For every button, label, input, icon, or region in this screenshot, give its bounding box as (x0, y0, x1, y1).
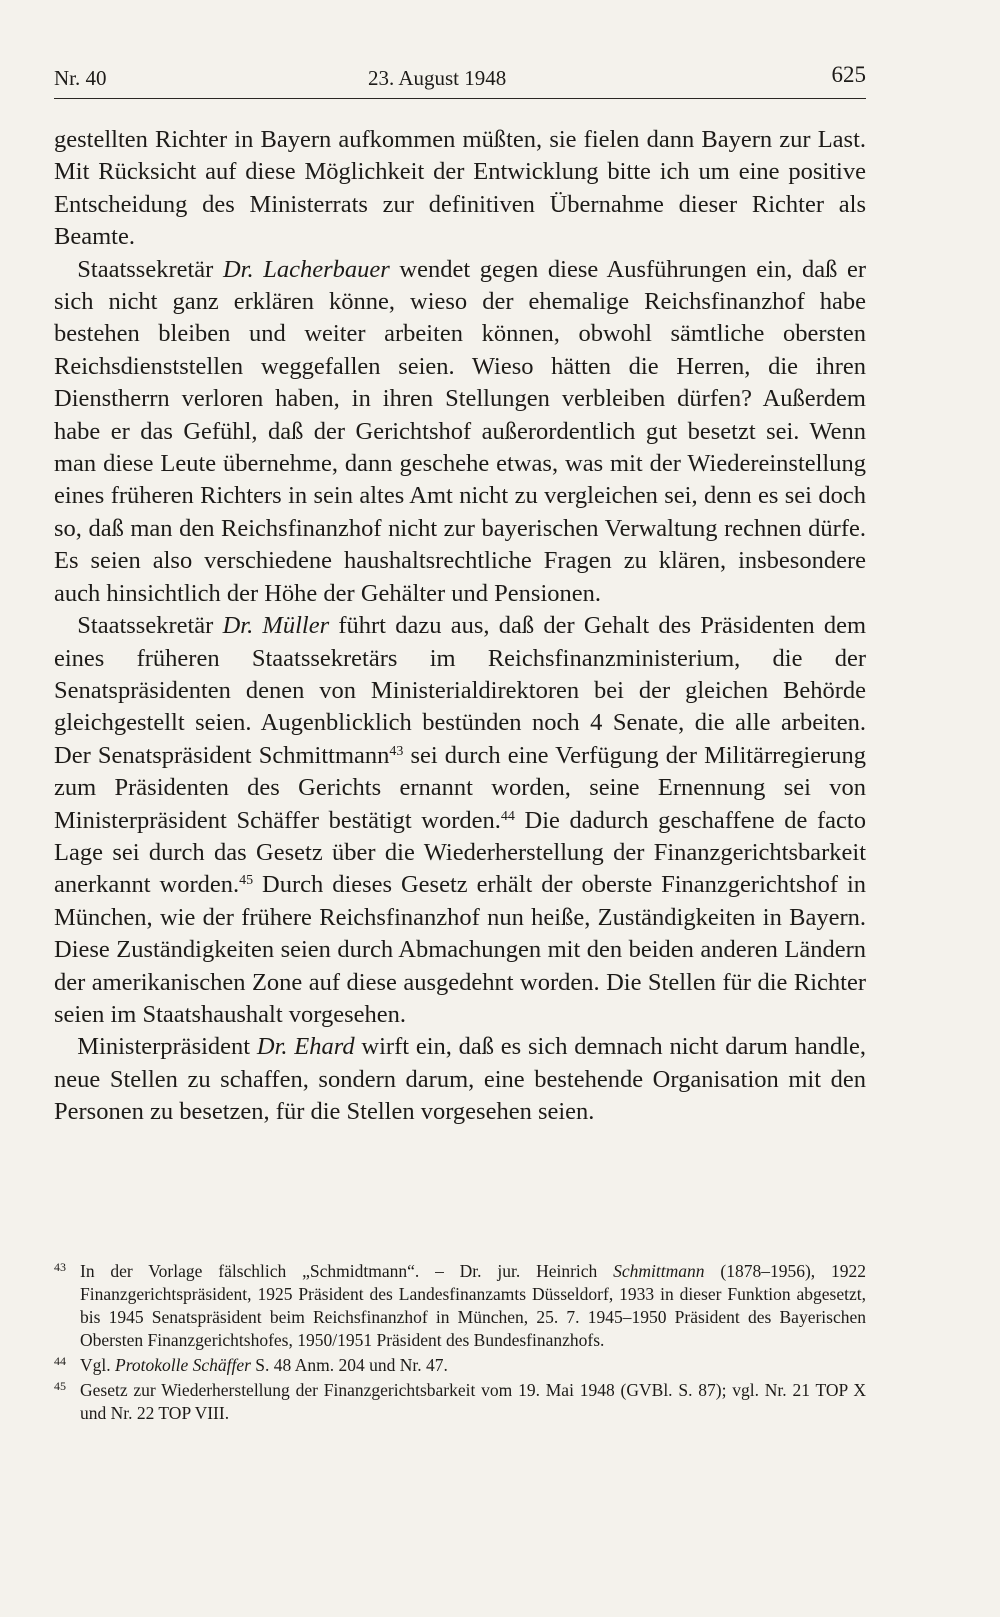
paragraph-text: Die dadurch geschaffene de facto Lage sei durch das Gesetz über die Wiederherstellung der Finanzgerichtsbarkeit anerkannt worden. (54, 806, 866, 899)
issue-number: Nr. 40 (54, 66, 107, 90)
paragraph-4 (54, 1031, 866, 1128)
footnote-number: 44 (54, 1354, 66, 1368)
paragraph-text: sei durch eine Verfügung der Militärregierung zum Präsidenten des Gerichts ernannt worden, seine Ernennung sei von Ministerpräsident Schäffer bestätigt worden. (54, 741, 867, 834)
header-date: 23. August 1948 (368, 66, 507, 90)
footnote-44 (54, 1354, 866, 1377)
speaker-title: Ministerpräsident (77, 1033, 257, 1061)
paragraph-text: wirft ein, daß es sich demnach nicht darum handle, neue Stellen zu schaffen, sondern darum, eine bestehende Organisation mit den Personen zu besetzen, für die Stellen vorgesehen seien. (54, 1033, 867, 1126)
body-text (54, 124, 866, 1129)
footnote-italic: Protokolle Schäffer (115, 1355, 251, 1375)
footnote-43 (54, 1260, 866, 1352)
speaker-title: Staatssekretär (77, 612, 223, 640)
footnote-text: Vgl. (80, 1355, 115, 1375)
footnote-text: Gesetz zur Wiederherstellung der Finanzgerichtsbarkeit vom 19. Mai 1948 (GVBl. S. 87); vgl. Nr. 21 TOP X und Nr. 22 TOP VIII. (80, 1380, 866, 1423)
footnote-number: 45 (54, 1379, 66, 1393)
footnote-text: In der Vorlage fälschlich „Schmidtmann“. – Dr. jur. Heinrich (80, 1261, 614, 1281)
paragraph-1: gestellten Richter in Bayern aufkommen müßten, sie fielen dann Bayern zur Last. Mit Rücksicht auf diese Möglichkeit der Entwicklung bitte ich um eine positive Entscheidung des Ministerrats zur definitiven Übernahme dieser Richter als Beamte. (54, 126, 866, 251)
footnote-italic: Schmittmann (613, 1261, 705, 1281)
speaker-name: Dr. Lacherbauer (222, 255, 390, 283)
running-header (54, 62, 866, 96)
footnote-number: 43 (54, 1260, 66, 1274)
footnote-text: S. 48 Anm. 204 und Nr. 47. (250, 1355, 448, 1375)
footnotes (54, 1260, 866, 1427)
footnote-ref-45[interactable]: 45 (239, 873, 254, 889)
footnote-ref-44[interactable]: 44 (500, 808, 515, 824)
footnote-ref-43[interactable]: 43 (389, 743, 404, 759)
paragraph-text: Durch dieses Gesetz erhält der oberste Finanzgerichtshof in München, wie der frühere Reichsfinanzhof nun heiße, Zuständigkeiten in Bayern. Diese Zuständigkeiten seien durch Abmachungen mit den beiden anderen Ländern der amerikanischen Zone auf diese ausgedehnt worden. Die Stellen für die Richter seien im Staatshaushalt vorgesehen. (54, 871, 866, 1028)
paragraph-text: führt dazu aus, daß der Gehalt des Präsidenten dem eines früheren Staatssekretärs im Reichsfinanzministerium, die der Senatspräsidenten denen von Ministerialdirektoren bei der gleichen Behörde gleichgestellt seien. Augenblicklich bestünden noch 4 Senate, die alle arbeiten. Der Senatspräsident Schmittmann (54, 612, 866, 769)
footnote-45 (54, 1379, 866, 1425)
header-rule (54, 98, 866, 99)
paragraph-text: wendet gegen diese Ausführungen ein, daß er sich nicht ganz erklären könne, wieso der ehemalige Reichsfinanzhof habe bestehen bleiben und weiter arbeiten können, obwohl sämtliche obersten Reichsdienststellen weggefallen seien. Wieso hätten die Herren, die ihren Dienstherrn verloren haben, in ihren Stellungen verbleiben dürfen? Außerdem habe er das Gefühl, daß der Gerichtshof außerordentlich gut besetzt sei. Wenn man diese Leute übernehme, dann geschehe etwas, was mit der Wiedereinstellung eines früheren Richters in sein altes Amt nicht zu vergleichen sei, denn es sei doch so, daß man den Reichsfinanzhof nicht zur bayerischen Verwaltung rechnen dürfe. Es seien also verschiedene haushaltsrechtliche Fragen zu klären, insbesondere auch hinsichtlich der Höhe der Gehälter und Pensionen. (54, 255, 866, 607)
paragraph-3 (54, 610, 866, 1031)
paragraph-2 (54, 254, 866, 610)
footnote-text: (1878–1956), 1922 Finanzgerichtspräsident, 1925 Präsident des Landesfinanzamts Düsseldorf, 1933 in dieser Funktion abgesetzt, bis 1945 Senatspräsident beim Reichsfinanzhof in München, 25. 7. 1945–1950 Präsident des Bayerischen Obersten Finanzgerichtshofes, 1950/1951 Präsident des Bundesfinanzhofs. (80, 1261, 866, 1350)
speaker-name: Dr. Müller (222, 612, 330, 640)
speaker-title: Staatssekretär (77, 255, 223, 283)
speaker-name: Dr. Ehard (256, 1033, 355, 1061)
page-number: 625 (831, 62, 866, 87)
